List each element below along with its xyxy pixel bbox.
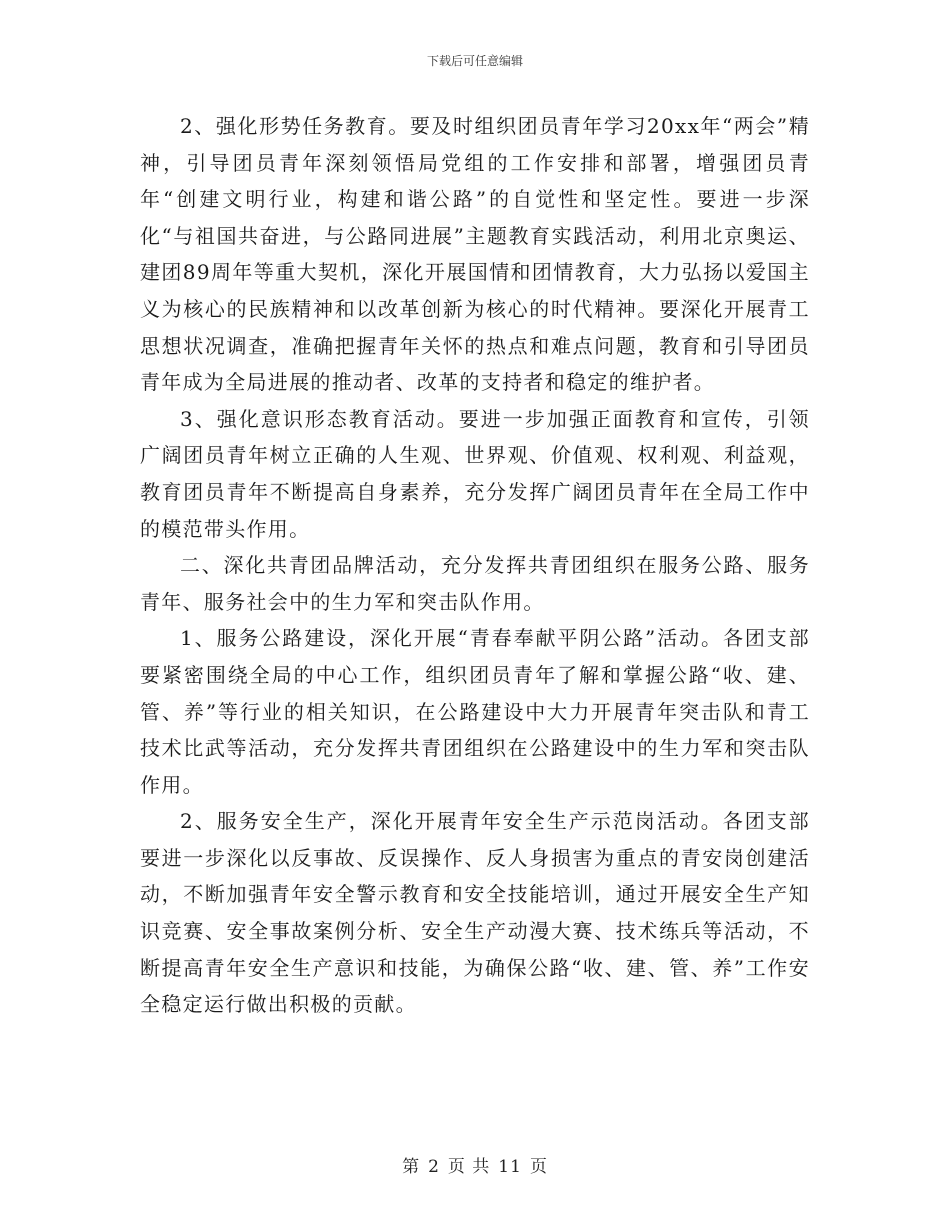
page-number: 2 bbox=[428, 1157, 440, 1177]
paragraph-section-two-heading: 二、深化共青团品牌活动，充分发挥共青团组织在服务公路、服务青年、服务社会中的生力军和突击队作用。 bbox=[140, 553, 810, 614]
page-footer bbox=[0, 1152, 950, 1177]
total-pages: 11 bbox=[498, 1157, 522, 1177]
page-header: 下载后可任意编辑 bbox=[426, 54, 523, 68]
paragraph-safety-production: 2、服务安全生产，深化开展青年安全生产示范岗活动。各团支部要进一步深化以反事故、反误操作、反人身损害为重点的青安岗创建活动，不断加强青年安全警示教育和安全技能培训，通过开展安全生产知识竞赛、安全事故案例分析、安全生产动漫大赛、技术练兵等活动，不断提高青年安全生产意识和技能，为确保公路“收、建、管、养”工作安全稳定运行做出积极的贡献。 bbox=[140, 809, 810, 1017]
document-body bbox=[140, 108, 810, 1023]
footer-middle: 页 共 bbox=[447, 1157, 491, 1177]
paragraph-road-construction: 1、服务公路建设，深化开展“青春奉献平阴公路”活动。各团支部要紧密围绕全局的中心工作，组织团员青年了解和掌握公路“收、建、管、养”等行业的相关知识，在公路建设中大力开展青年突击队和青工技术比武等活动，充分发挥共青团组织在公路建设中的生力军和突击队作用。 bbox=[140, 626, 810, 797]
footer-suffix: 页 bbox=[529, 1157, 548, 1177]
paragraph-ideology-education: 3、强化意识形态教育活动。要进一步加强正面教育和宣传，引领广阔团员青年树立正确的人生观、世界观、价值观、权利观、利益观，教育团员青年不断提高自身素养，充分发挥广阔团员青年在全局工作中的模范带头作用。 bbox=[140, 406, 810, 541]
footer-prefix: 第 bbox=[402, 1157, 421, 1177]
paragraph-situation-education: 2、强化形势任务教育。要及时组织团员青年学习20xx年“两会”精神，引导团员青年深刻领悟局党组的工作安排和部署，增强团员青年“创建文明行业，构建和谐公路”的自觉性和坚定性。要进一步深化“与祖国共奋进，与公路同进展”主题教育实践活动，利用北京奥运、建团89周年等重大契机，深化开展国情和团情教育，大力弘扬以爱国主义为核心的民族精神和以改革创新为核心的时代精神。要深化开展青工思想状况调查，准确把握青年关怀的热点和难点问题，教育和引导团员青年成为全局进展的推动者、改革的支持者和稳定的维护者。 bbox=[140, 114, 810, 395]
